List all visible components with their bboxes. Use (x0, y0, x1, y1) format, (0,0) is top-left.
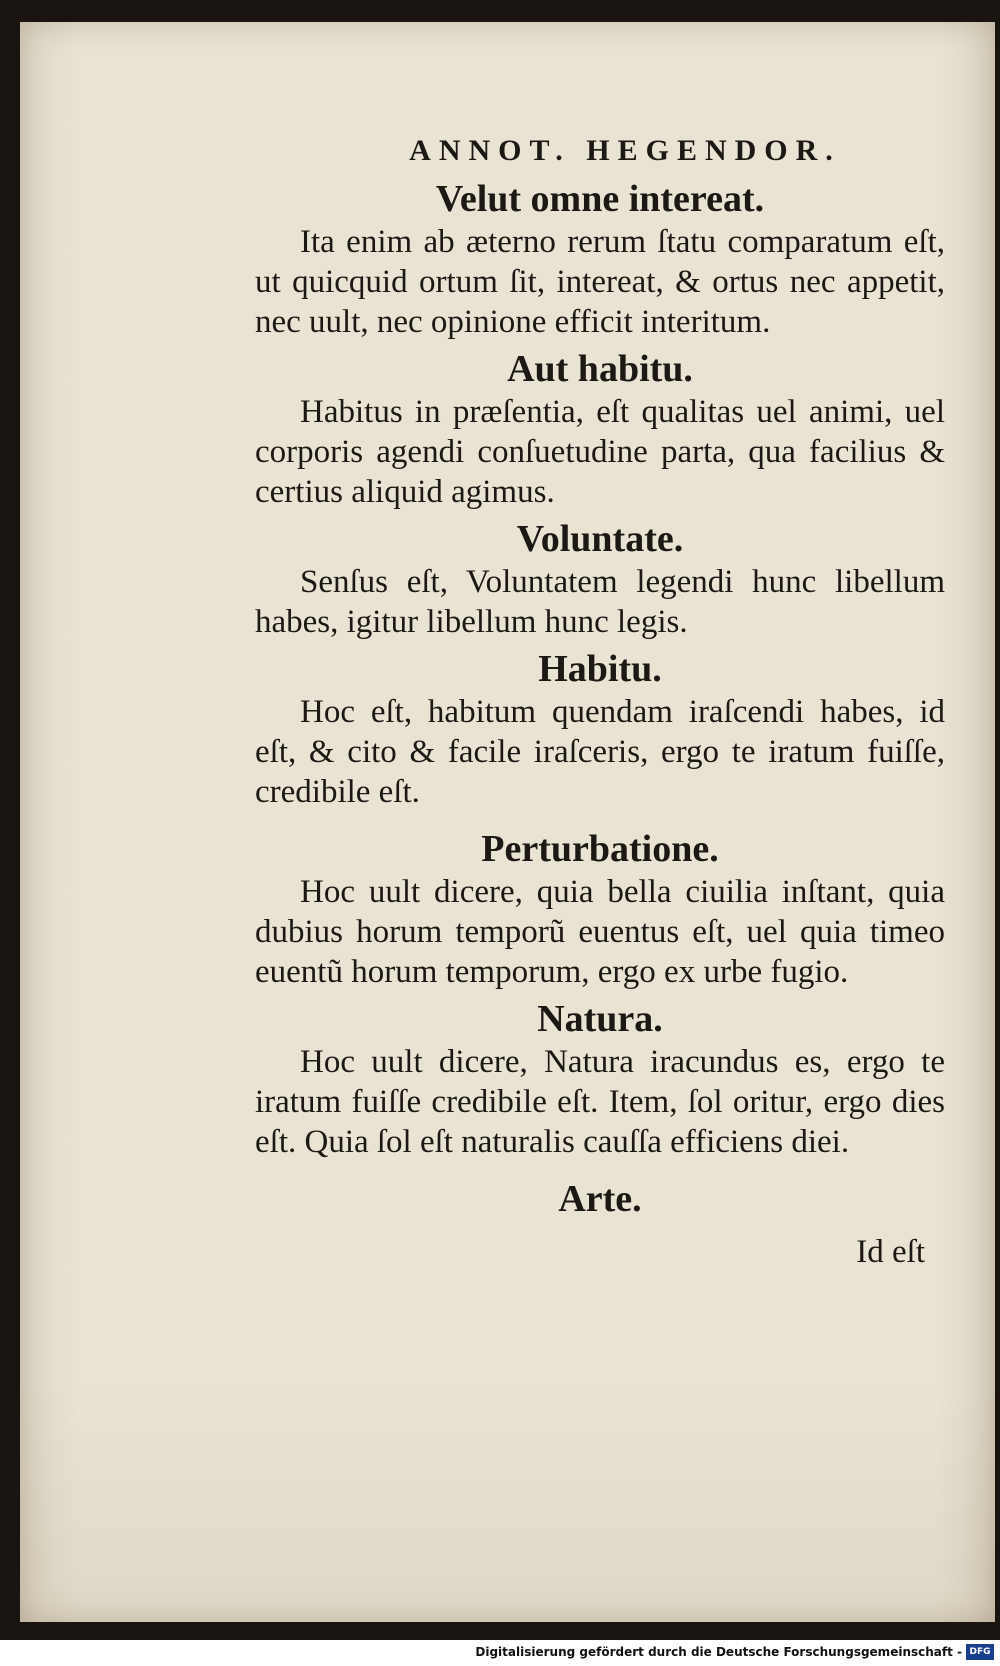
section-paragraph: Hoc eſt, habitum quendam iraſcendi habes, id eſt, & cito & facile iraſceris, ergo te iratum fuiſſe, credibile eſt. (255, 694, 945, 810)
digitization-footer (0, 1640, 1000, 1666)
dfg-logo: DFG (966, 1644, 994, 1660)
section-heading: Natura. (537, 998, 663, 1040)
section-paragraph: Ita enim ab æterno rerum ſtatu comparatum eſt, ut quicquid ortum ſit, intereat, & ortus nec appetit, nec uult, nec opinione efficit interitum. (255, 224, 945, 340)
section-paragraph: Hoc uult dicere, quia bella ciuilia inſtant, quia dubius horum temporũ euentus eſt, uel quia timeo euentũ horum temporum, ergo ex urbe fugio. (255, 874, 945, 990)
section-paragraph: Hoc uult dicere, Natura iracundus es, ergo te iratum fuiſſe credibile eſt. Item, ſol oritur, ergo dies eſt. Quia ſol eſt naturalis cauſſa efficiens diei. (255, 1044, 945, 1160)
section-heading: Voluntate. (516, 518, 684, 560)
running-head: ANNOT. HEGENDOR. (409, 134, 841, 167)
section-paragraph: Habitus in præſentia, eſt qualitas uel animi, uel corporis agendi conſuetudine parta, qua facilius & certius aliquid agimus. (255, 394, 945, 510)
funding-credit: Digitalisierung gefördert durch die Deutsche Forschungsgemeinschaft - (475, 1645, 962, 1659)
page-text-block (255, 120, 945, 1274)
book-page (20, 22, 995, 1622)
section-heading: Habitu. (538, 648, 662, 690)
section-heading: Aut habitu. (507, 348, 693, 390)
section-paragraph: Senſus eſt, Voluntatem legendi hunc libellum habes, igitur libellum hunc legis. (255, 564, 945, 640)
section-heading: Perturbatione. (481, 828, 719, 870)
catchword: Id eſt (856, 1234, 925, 1270)
section-heading: Arte. (558, 1178, 642, 1220)
section-heading: Velut omne intereat. (435, 178, 765, 220)
